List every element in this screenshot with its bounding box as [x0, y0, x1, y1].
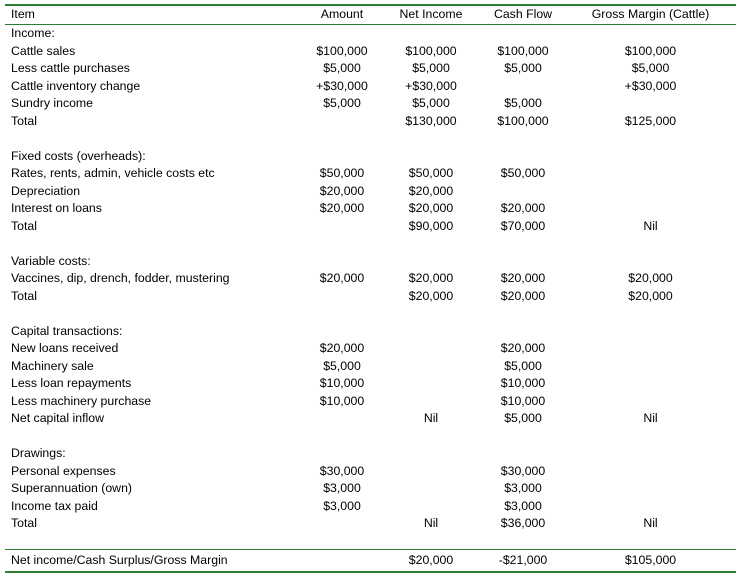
- footer-top-border: [5, 549, 736, 550]
- cell-item: Variable costs:: [11, 253, 91, 268]
- cell-gross-margin: [585, 25, 716, 43]
- table-row: [5, 410, 736, 428]
- cell-net-income: [394, 480, 468, 498]
- cell-item: Total: [11, 288, 37, 303]
- table-row: [5, 165, 736, 183]
- cell-item: Less loan repayments: [11, 376, 132, 390]
- table-row: [5, 358, 736, 376]
- cell-gross-margin: [585, 358, 716, 376]
- cell-amount: $20,000: [319, 183, 365, 198]
- cell-cash-flow: $3,000: [504, 481, 542, 495]
- cell-cash-flow: [486, 445, 560, 463]
- table-row: [5, 323, 736, 341]
- bottom-border: [5, 571, 736, 573]
- cell-amount: +$30,000: [316, 78, 368, 93]
- cell-gross-margin: [585, 445, 716, 463]
- table-row: [5, 270, 736, 288]
- cell-cash-flow: $20,000: [500, 341, 546, 355]
- cell-item: Rates, rents, admin, vehicle costs etc: [11, 166, 215, 180]
- cell-item: Less cattle purchases: [11, 61, 130, 75]
- table-row: [5, 463, 736, 481]
- cell-amount: [305, 305, 379, 323]
- cell-item: Sundry income: [11, 96, 94, 110]
- cell-amount: $30,000: [319, 463, 365, 478]
- cell-cash-flow: $30,000: [500, 463, 546, 478]
- cell-gross-margin: [585, 340, 716, 358]
- cell-item: [11, 305, 311, 323]
- cell-item: Interest on loans: [11, 201, 102, 215]
- cell-cash-flow: $70,000: [500, 218, 546, 233]
- cell-cash-flow: [486, 78, 560, 96]
- table-row: [5, 515, 736, 533]
- cell-amount: $50,000: [319, 166, 365, 180]
- cell-item: Capital transactions:: [11, 323, 123, 338]
- table-row: [5, 498, 736, 516]
- cell-item: [11, 428, 311, 446]
- cell-item: [11, 533, 311, 551]
- header-row: [5, 6, 736, 24]
- cell-amount: [305, 113, 379, 131]
- cell-item: Machinery sale: [11, 358, 94, 373]
- cell-gross-margin: $5,000: [631, 61, 670, 75]
- cell-cash-flow: [486, 183, 560, 201]
- cell-gross-margin: [585, 130, 716, 148]
- cell-amount: [305, 235, 379, 253]
- cell-net-income: [394, 235, 468, 253]
- header-cash-flow: Cash Flow: [493, 7, 553, 21]
- cell-cash-flow: [486, 253, 560, 271]
- cell-net-income: [394, 305, 468, 323]
- table-row: [5, 393, 736, 411]
- cell-amount: [305, 533, 379, 551]
- cell-gross-margin: $20,000: [628, 288, 673, 303]
- cell-item: [11, 235, 311, 253]
- table-row: [5, 305, 736, 323]
- cell-cash-flow: $5,000: [504, 358, 542, 373]
- cell-gross-margin: Nil: [643, 411, 658, 425]
- cell-item: Total: [11, 218, 37, 233]
- cell-net-income: [394, 393, 468, 411]
- cell-net-income: [394, 533, 468, 551]
- cell-net-income: +$30,000: [405, 78, 457, 93]
- cell-item: Income tax paid: [11, 498, 98, 513]
- table-row: [5, 288, 736, 306]
- cell-amount: $20,000: [319, 201, 365, 215]
- cell-amount: [305, 253, 379, 271]
- table-row: [5, 218, 736, 236]
- cell-cash-flow: [486, 323, 560, 341]
- cell-cash-flow: $5,000: [504, 411, 542, 425]
- cell-net-income: $20,000: [408, 183, 454, 198]
- cell-net-income: [394, 463, 468, 481]
- cell-net-income: $50,000: [408, 166, 454, 180]
- cell-cash-flow: $5,000: [504, 96, 542, 110]
- cell-amount: $5,000: [323, 61, 361, 75]
- footer-amount: [305, 552, 379, 570]
- footer-cash-flow: -$21,000: [498, 553, 548, 567]
- table-row: [5, 43, 736, 61]
- cell-amount: [305, 130, 379, 148]
- cell-gross-margin: [585, 148, 716, 166]
- cell-net-income: $20,000: [408, 271, 454, 285]
- cell-net-income: [394, 445, 468, 463]
- cell-net-income: [394, 358, 468, 376]
- footer-row: [5, 552, 736, 570]
- cell-net-income: $5,000: [412, 61, 450, 75]
- cell-cash-flow: [486, 130, 560, 148]
- cell-cash-flow: $20,000: [500, 288, 546, 303]
- cell-cash-flow: $20,000: [500, 201, 546, 215]
- cell-net-income: $100,000: [405, 43, 457, 58]
- table-row: [5, 130, 736, 148]
- cell-gross-margin: +$30,000: [624, 78, 677, 93]
- cell-net-income: [394, 148, 468, 166]
- cell-amount: $10,000: [319, 376, 365, 390]
- cell-item: [11, 130, 311, 148]
- cell-net-income: [394, 323, 468, 341]
- cell-gross-margin: $20,000: [628, 271, 673, 285]
- cell-item: Depreciation: [11, 183, 81, 198]
- cell-net-income: [394, 130, 468, 148]
- cell-item: Total: [11, 516, 37, 530]
- table-row: [5, 78, 736, 96]
- footer-net-income: $20,000: [408, 553, 454, 567]
- footer-gross-margin: $105,000: [624, 553, 677, 567]
- cell-cash-flow: $10,000: [500, 393, 546, 408]
- cell-amount: $5,000: [323, 358, 361, 373]
- cell-item: Drawings:: [11, 446, 66, 460]
- cell-gross-margin: [585, 480, 716, 498]
- table-row: [5, 148, 736, 166]
- table-row: [5, 95, 736, 113]
- table-row: [5, 235, 736, 253]
- cell-item: Cattle sales: [11, 43, 76, 58]
- cell-amount: $100,000: [316, 43, 368, 58]
- cell-amount: $3,000: [323, 498, 361, 513]
- cell-amount: $10,000: [319, 393, 365, 408]
- cell-cash-flow: $10,000: [500, 376, 546, 390]
- cell-amount: $3,000: [323, 481, 361, 495]
- cell-gross-margin: [585, 533, 716, 551]
- cell-amount: $5,000: [323, 96, 361, 110]
- cell-item: Less machinery purchase: [11, 393, 152, 408]
- cell-amount: [305, 410, 379, 428]
- table-row: [5, 200, 736, 218]
- table-row: [5, 253, 736, 271]
- table-row: [5, 428, 736, 446]
- table-row: [5, 445, 736, 463]
- cell-net-income: Nil: [423, 411, 439, 425]
- cell-net-income: [394, 498, 468, 516]
- footer-item: Net income/Cash Surplus/Gross Margin: [11, 553, 228, 567]
- cell-cash-flow: $50,000: [500, 166, 546, 180]
- cell-item: Net capital inflow: [11, 411, 104, 425]
- cell-net-income: $130,000: [405, 113, 457, 128]
- cell-item: Cattle inventory change: [11, 78, 141, 93]
- cell-net-income: [394, 25, 468, 43]
- cell-item: Personal expenses: [11, 463, 116, 478]
- cell-amount: [305, 218, 379, 236]
- cell-cash-flow: $20,000: [500, 271, 546, 285]
- cell-item: Fixed costs (overheads):: [11, 148, 146, 163]
- table-row: [5, 183, 736, 201]
- cell-net-income: $90,000: [408, 218, 454, 233]
- header-item: Item: [11, 7, 35, 21]
- cell-amount: [305, 323, 379, 341]
- cell-gross-margin: [585, 305, 716, 323]
- cell-cash-flow: [486, 148, 560, 166]
- cell-gross-margin: $125,000: [624, 113, 677, 128]
- table-row: [5, 340, 736, 358]
- cell-gross-margin: [585, 183, 716, 201]
- cell-net-income: $20,000: [408, 201, 454, 215]
- cell-gross-margin: [585, 253, 716, 271]
- table-row: [5, 375, 736, 393]
- cell-gross-margin: $100,000: [624, 43, 677, 58]
- cell-gross-margin: [585, 375, 716, 393]
- header-gross-margin: Gross Margin (Cattle): [591, 7, 710, 21]
- cell-cash-flow: [486, 235, 560, 253]
- cell-cash-flow: [486, 428, 560, 446]
- cell-gross-margin: [585, 428, 716, 446]
- cell-net-income: [394, 428, 468, 446]
- table-row: [5, 480, 736, 498]
- cell-net-income: [394, 375, 468, 393]
- cell-gross-margin: Nil: [643, 218, 658, 233]
- cell-item: Total: [11, 113, 37, 128]
- cell-item: New loans received: [11, 341, 119, 355]
- cell-net-income: Nil: [423, 516, 439, 530]
- cell-cash-flow: $100,000: [497, 43, 549, 58]
- cell-gross-margin: [585, 463, 716, 481]
- cell-gross-margin: [585, 200, 716, 218]
- cell-gross-margin: [585, 323, 716, 341]
- cell-amount: [305, 428, 379, 446]
- cell-net-income: $20,000: [408, 288, 454, 303]
- cell-net-income: [394, 253, 468, 271]
- cell-cash-flow: $5,000: [504, 61, 542, 75]
- cell-amount: [305, 445, 379, 463]
- cell-cash-flow: $3,000: [504, 498, 542, 513]
- cell-item: Superannuation (own): [11, 481, 132, 495]
- cell-gross-margin: [585, 235, 716, 253]
- table-row: [5, 25, 736, 43]
- cell-amount: [305, 25, 379, 43]
- cell-gross-margin: [585, 165, 716, 183]
- table-row: [5, 60, 736, 78]
- cell-cash-flow: [486, 533, 560, 551]
- cell-cash-flow: [486, 25, 560, 43]
- cell-gross-margin: [585, 498, 716, 516]
- cell-cash-flow: $36,000: [500, 516, 546, 530]
- table-row: [5, 113, 736, 131]
- cell-amount: [305, 288, 379, 306]
- cell-gross-margin: Nil: [643, 516, 658, 530]
- cell-net-income: [394, 340, 468, 358]
- cell-amount: $20,000: [319, 341, 365, 355]
- cell-gross-margin: [585, 95, 716, 113]
- header-amount: Amount: [320, 7, 364, 21]
- cell-cash-flow: $100,000: [497, 113, 549, 128]
- cell-amount: $20,000: [319, 271, 365, 285]
- cell-amount: [305, 515, 379, 533]
- cell-item: Income:: [11, 26, 55, 40]
- header-net-income: Net Income: [399, 7, 463, 21]
- cell-amount: [305, 148, 379, 166]
- cell-cash-flow: [486, 305, 560, 323]
- cell-item: Vaccines, dip, drench, fodder, mustering: [11, 271, 230, 285]
- cell-net-income: $5,000: [412, 96, 450, 110]
- cell-gross-margin: [585, 393, 716, 411]
- table-row: [5, 533, 736, 551]
